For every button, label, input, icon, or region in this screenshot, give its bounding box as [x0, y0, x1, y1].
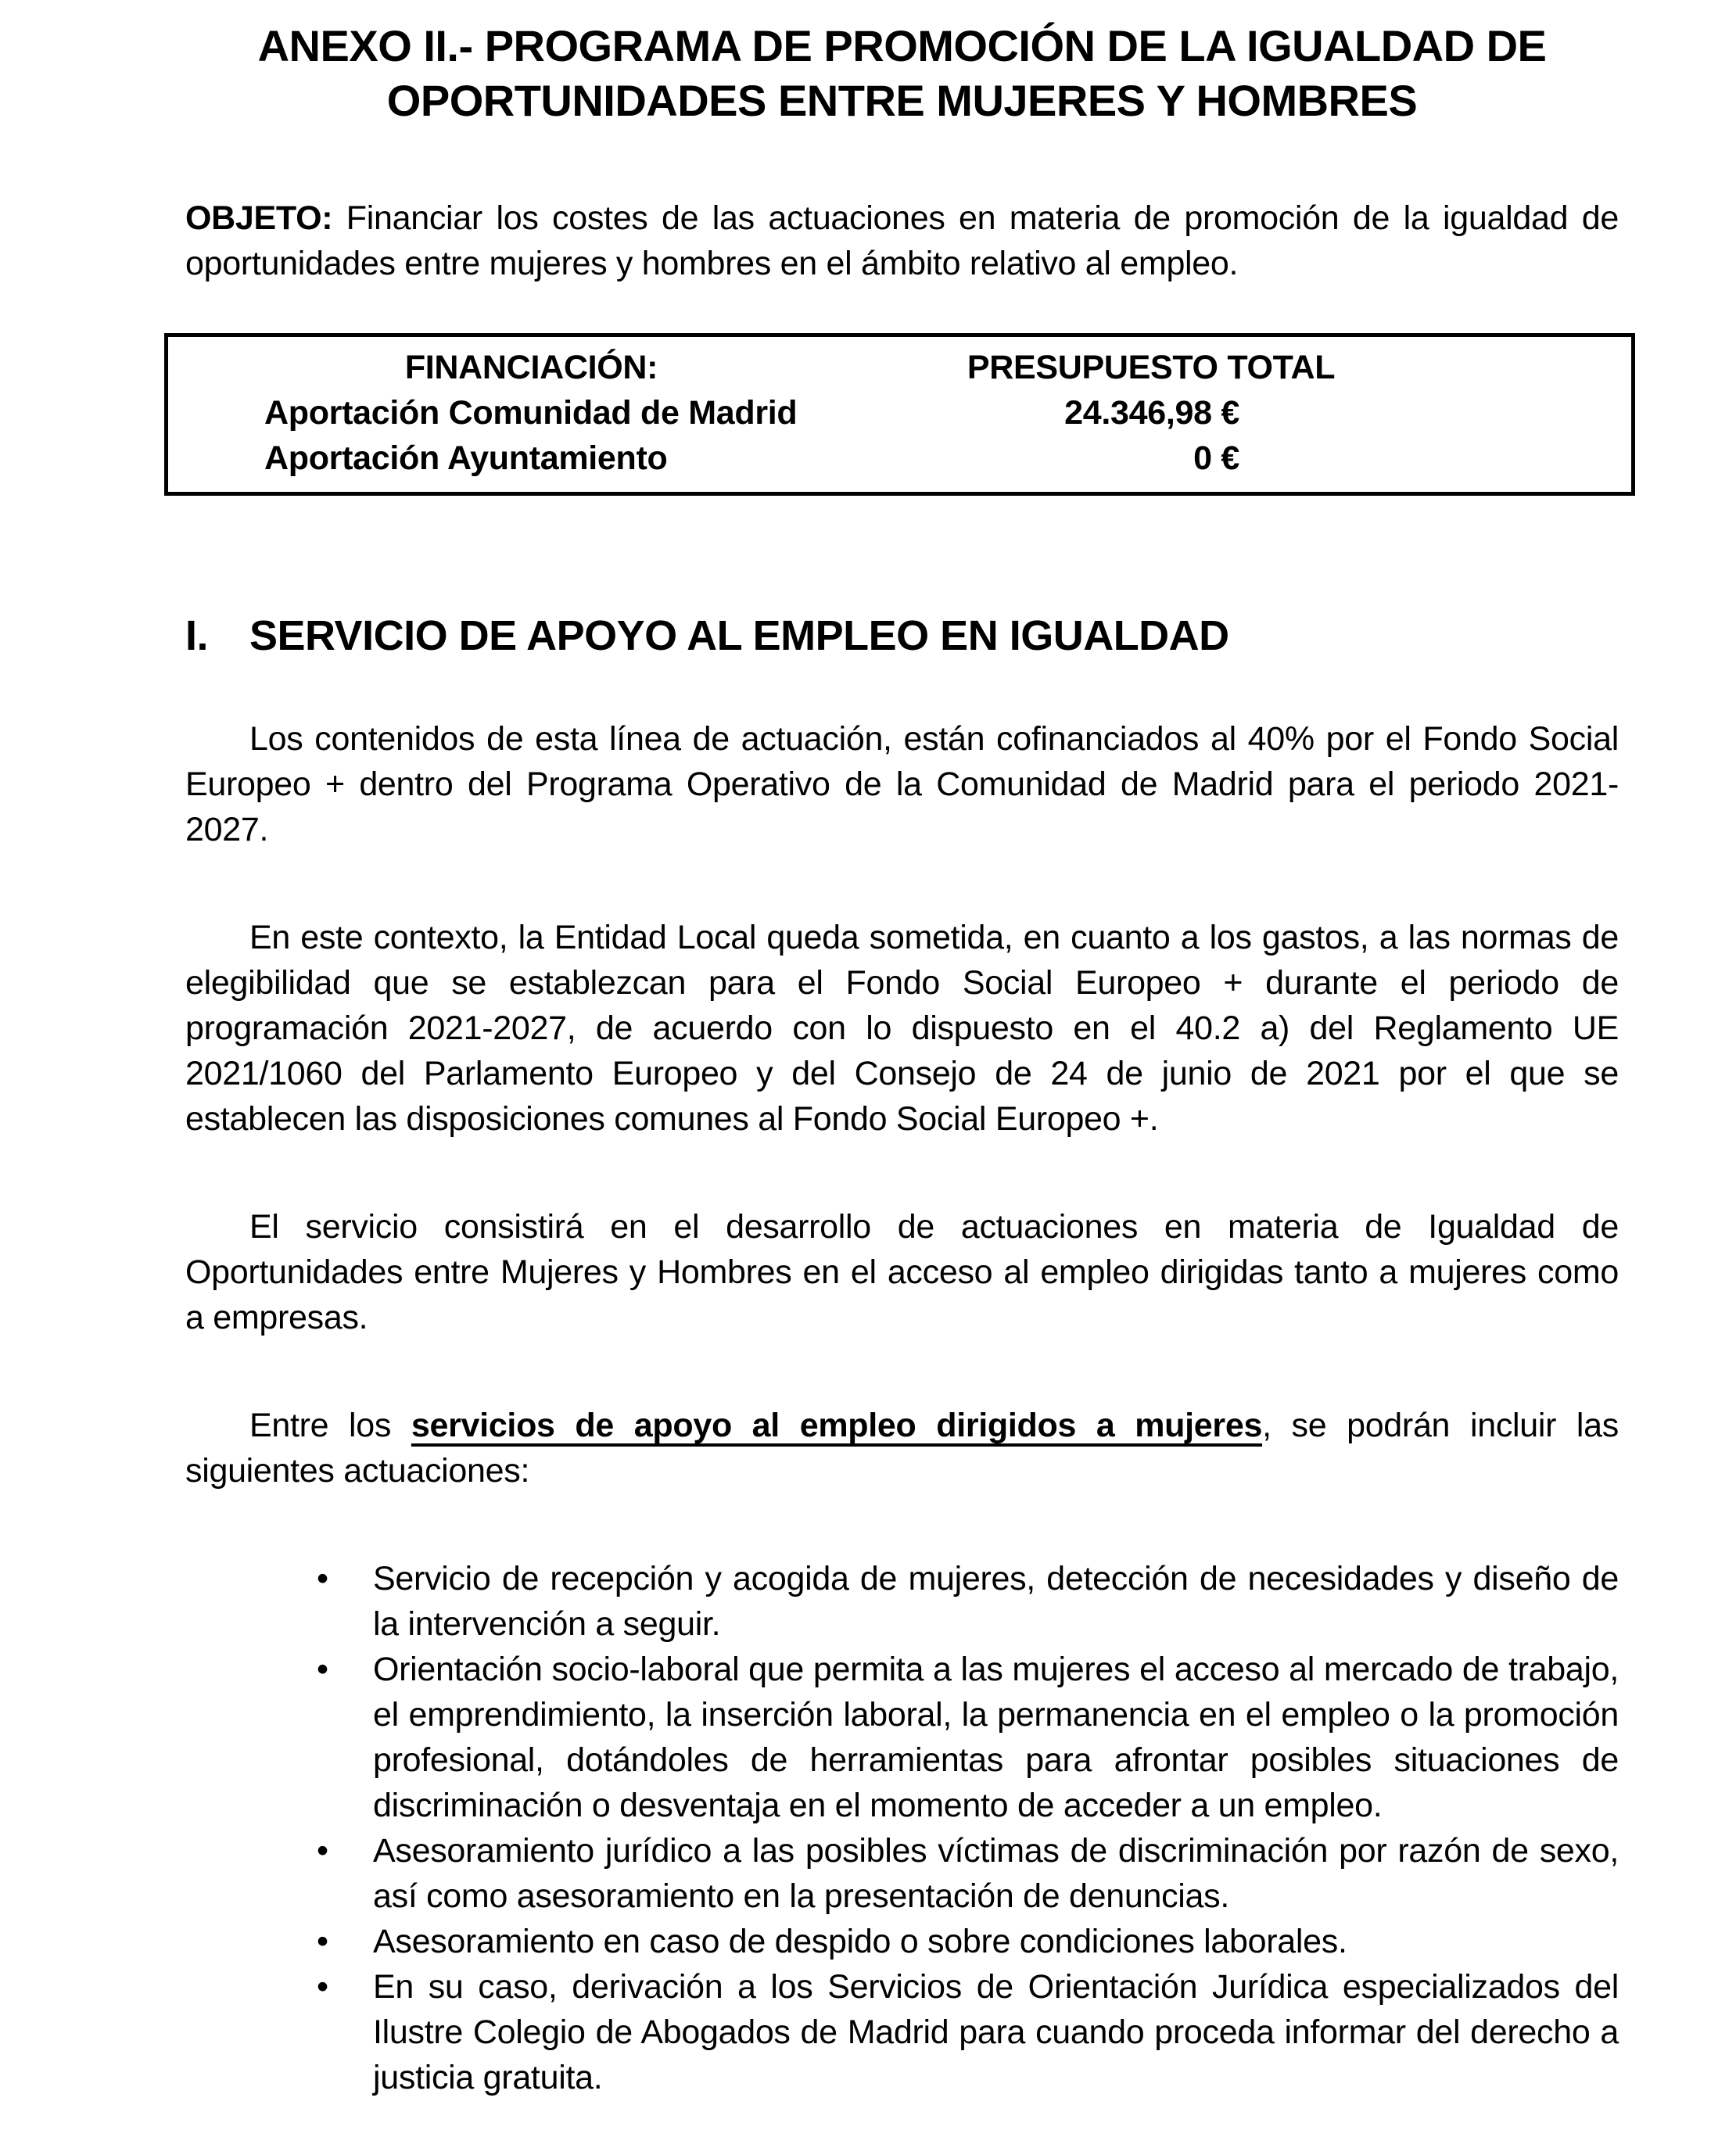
- contribution-ayuntamiento-value: 0 €: [1193, 439, 1239, 477]
- list-item: • En su caso, derivación a los Servicios de Orientación Jurídica especializados del Ilustre Colegio de Abogados de Madrid para cuando proceda informar del derecho a justicia gratuita.: [317, 1964, 1619, 2100]
- section-title: SERVICIO DE APOYO AL EMPLEO EN IGUALDAD: [249, 612, 1229, 659]
- page-title-line-1: ANEXO II.- PROGRAMA DE PROMOCIÓN DE LA IGUALDAD DE: [257, 21, 1547, 70]
- actions-bullet-list: [317, 1556, 1619, 2100]
- contribution-madrid-value: 24.346,98 €: [1064, 393, 1239, 432]
- financing-table-header-row: [168, 345, 1631, 390]
- list-item: • Servicio de recepción y acogida de mujeres, detección de necesidades y diseño de la intervención a seguir.: [317, 1556, 1619, 1647]
- contribution-madrid-label: Aportación Comunidad de Madrid: [264, 393, 798, 432]
- contribution-madrid-cell: [895, 394, 1631, 432]
- list-item: • Asesoramiento en caso de despido o sobre condiciones laborales.: [317, 1919, 1619, 1964]
- objeto-text: Financiar los costes de las actuaciones en materia de promoción de la igualdad de oportunidades entre mujeres y hombres en el ámbito relativo al empleo.: [185, 199, 1619, 282]
- page-title: [185, 19, 1619, 128]
- budget-header-cell: [895, 349, 1631, 387]
- paragraph-servicios-apoyo-emphasis: servicios de apoyo al empleo dirigidos a mujeres: [411, 1407, 1263, 1444]
- budget-header-label: PRESUPUESTO TOTAL: [967, 348, 1336, 386]
- paragraph-contexto: En este contexto, la Entidad Local queda sometida, en cuanto a los gastos, a las normas de elegibilidad que se establezcan para el Fondo Social Europeo + durante el periodo de programación 2021-2027, de acuerdo con lo dispuesto en el 40.2 a) del Reglamento UE 2021/1060 del Parlamento Europeo y del Consejo de 24 de junio de 2021 por el que se establecen las disposiciones comunes al Fondo Social Europeo +.: [185, 919, 1619, 1138]
- contribution-ayuntamiento-cell: [895, 439, 1631, 478]
- financing-table: [164, 333, 1635, 496]
- list-item: • Asesoramiento jurídico a las posibles víctimas de discriminación por razón de sexo, así como asesoramiento en la presentación de denuncias.: [317, 1828, 1619, 1919]
- table-row: [168, 390, 1631, 436]
- contribution-ayuntamiento-label: Aportación Ayuntamiento: [264, 439, 668, 477]
- list-item: • Orientación socio-laboral que permita a las mujeres el acceso al mercado de trabajo, el emprendimiento, la inserción laboral, la permanencia en el empleo o la promoción profesional, dotándoles de herramientas para afrontar posibles situaciones de discriminación o desventaja en el momento de acceder a un empleo.: [317, 1647, 1619, 1828]
- paragraph-servicios-apoyo-suffix: , se podrán incluir las siguientes actuaciones:: [185, 1407, 1619, 1490]
- paragraph-servicios-apoyo: [185, 1403, 1619, 1493]
- objeto-paragraph: [185, 195, 1619, 286]
- financing-header-cell: FINANCIACIÓN:: [404, 348, 658, 386]
- page-title-line-2: OPORTUNIDADES ENTRE MUJERES Y HOMBRES: [386, 76, 1418, 125]
- paragraph-servicio: El servicio consistirá en el desarrollo de actuaciones en materia de Igualdad de Oportunidades entre Mujeres y Hombres en el acceso al empleo dirigidas tanto a mujeres como a empresas.: [185, 1208, 1619, 1336]
- objeto-label: OBJETO:: [185, 199, 333, 237]
- paragraph-servicios-apoyo-prefix: Entre los: [249, 1407, 411, 1444]
- table-row: [168, 436, 1631, 481]
- section-heading: [185, 611, 1619, 660]
- paragraph-cofinanciacion: Los contenidos de esta línea de actuación, están cofinanciados al 40% por el Fondo Social Europeo + dentro del Programa Operativo de la Comunidad de Madrid para el periodo 2021-2027.: [185, 720, 1619, 848]
- section-number: I.: [185, 612, 209, 659]
